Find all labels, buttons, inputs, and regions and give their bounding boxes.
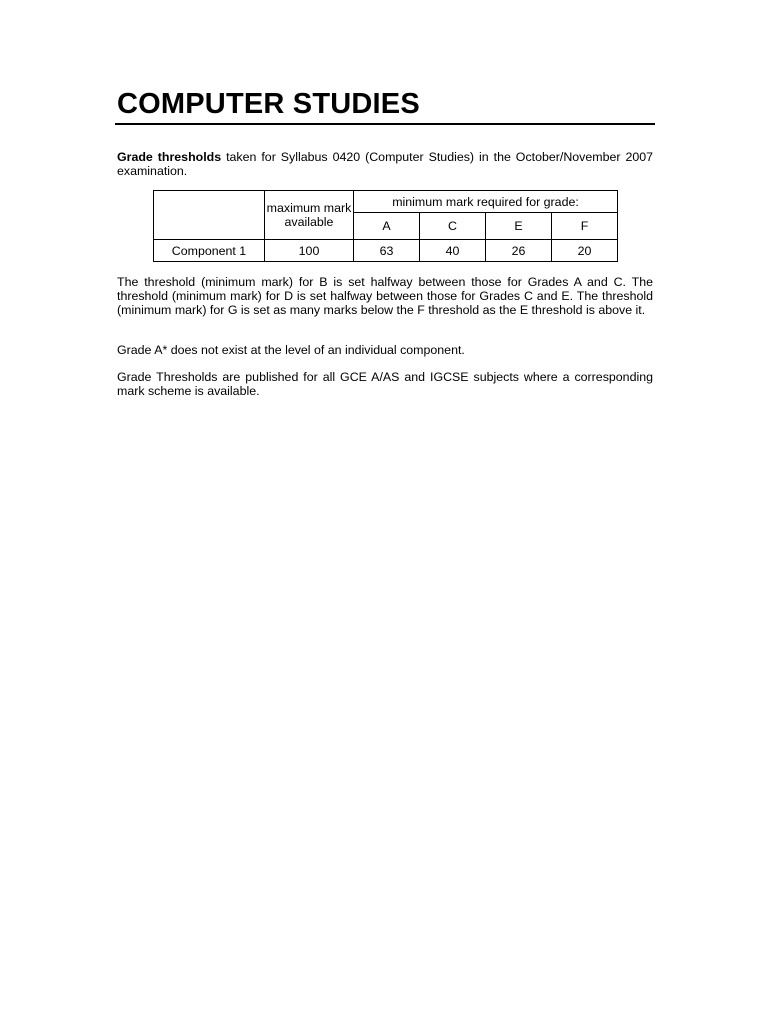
grade-c-cell: 40 (420, 240, 486, 262)
publication-note: Grade Thresholds are published for all GCE A/AS and IGCSE subjects where a corresponding mark scheme is available. (117, 370, 653, 398)
title-underline (115, 123, 655, 125)
grade-header-e: E (486, 213, 552, 240)
intro-bold-lead: Grade thresholds (117, 150, 222, 164)
grade-header-a: A (354, 213, 420, 240)
intro-text: taken for Syllabus 0420 (Computer Studies) in the October/November 2007 examination. (117, 150, 654, 178)
grade-header-c: C (420, 213, 486, 240)
component-name-cell: Component 1 (154, 240, 265, 262)
min-mark-header: minimum mark required for grade: (354, 191, 618, 213)
grade-a-cell: 63 (354, 240, 420, 262)
max-mark-header: maximum mark available (265, 191, 354, 240)
grade-threshold-table (153, 190, 618, 262)
table-corner-cell (154, 191, 265, 240)
grade-header-f: F (552, 213, 618, 240)
grade-a-star-note: Grade A* does not exist at the level of an individual component. (117, 343, 465, 357)
page-title: COMPUTER STUDIES (117, 88, 420, 120)
max-mark-cell: 100 (265, 240, 354, 262)
grade-e-cell: 26 (486, 240, 552, 262)
grade-f-cell: 20 (552, 240, 618, 262)
threshold-explanation-paragraph: The threshold (minimum mark) for B is set halfway between those for Grades A and C. The threshold (minimum mark) for D is set halfway between those for Grades C and E. The threshold (minimum mark) for G is set as many marks below the F threshold as the E threshold is above it. (117, 275, 653, 317)
table-header-row (154, 191, 618, 213)
table-row (154, 240, 618, 262)
intro-paragraph (117, 150, 653, 178)
